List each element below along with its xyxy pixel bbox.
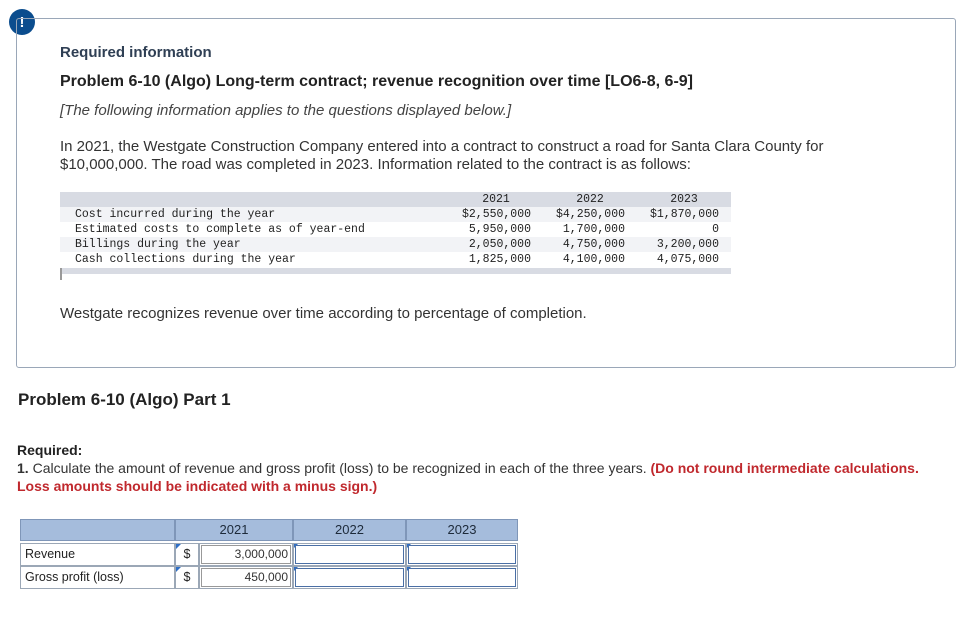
table-cell: $1,870,000: [649, 208, 719, 221]
table-header-bar: [60, 192, 731, 207]
applies-note: [The following information applies to the questions displayed below.]: [60, 102, 512, 119]
year-header-2023: 2023: [670, 193, 698, 206]
marker-icon: [176, 544, 181, 549]
header-2023: 2023: [406, 519, 518, 541]
revenue-2021-input[interactable]: 3,000,000: [201, 545, 291, 564]
row-label-estimated-costs: Estimated costs to complete as of year-end: [75, 223, 365, 236]
row-label-billings: Billings during the year: [75, 238, 241, 251]
table-cell: 1,700,000: [562, 223, 625, 236]
table-cell: 3,200,000: [656, 238, 719, 251]
gross-profit-2021-input[interactable]: 450,000: [201, 568, 291, 587]
table-footer-bar: [60, 268, 731, 274]
table-cell: 4,075,000: [656, 253, 719, 266]
table-cell: $2,550,000: [461, 208, 531, 221]
intro-text: In 2021, the Westgate Construction Company entered into a contract to construct a road for Santa Clara County for $10,000,000. The road was completed in 2023. Information related to the contract is as follows:: [60, 138, 824, 173]
table-cell: 1,825,000: [468, 253, 531, 266]
info-heading: Required information: [60, 44, 212, 61]
row-label-cost-incurred: Cost incurred during the year: [75, 208, 276, 221]
currency-symbol: $: [175, 543, 199, 566]
revenue-2023-input[interactable]: [408, 545, 516, 564]
row-label-revenue: Revenue: [20, 543, 175, 566]
header-2022: 2022: [293, 519, 406, 541]
table-cell: 4,100,000: [562, 253, 625, 266]
gross-profit-2023-input[interactable]: [408, 568, 516, 587]
table-left-rule: [60, 268, 62, 280]
year-header-2022: 2022: [576, 193, 604, 206]
row-label-cash-collections: Cash collections during the year: [75, 253, 296, 266]
currency-symbol: $: [175, 566, 199, 589]
required-text: Calculate the amount of revenue and gross profit (loss) to be recognized in each of the three years.: [28, 460, 651, 476]
header-2021: 2021: [175, 519, 293, 541]
table-cell: 2,050,000: [468, 238, 531, 251]
required-instructions: [17, 459, 947, 495]
required-number: 1.: [17, 460, 29, 476]
row-label-gross-profit: Gross profit (loss): [20, 566, 175, 589]
table-cell: 4,750,000: [562, 238, 625, 251]
required-label: Required:: [17, 442, 83, 458]
table-cell: 5,950,000: [468, 223, 531, 236]
header-blank-cell: [20, 519, 175, 541]
problem-title: Problem 6-10 (Algo) Long-term contract; revenue recognition over time [LO6-8, 6-9]: [60, 73, 693, 90]
marker-icon: [176, 567, 181, 572]
table-cell: $4,250,000: [555, 208, 625, 221]
contract-data-table: [60, 192, 731, 280]
required-note: (Do not round intermediate calculations. Loss amounts should be indicated with a minus sign.): [17, 460, 919, 494]
part-title: Problem 6-10 (Algo) Part 1: [18, 390, 231, 409]
revenue-2022-input[interactable]: [295, 545, 404, 564]
table-cell: 0: [712, 223, 719, 236]
gross-profit-2022-input[interactable]: [295, 568, 404, 587]
method-text: Westgate recognizes revenue over time according to percentage of completion.: [60, 305, 587, 322]
year-header-2021: 2021: [482, 193, 510, 206]
alert-icon: !: [9, 9, 35, 35]
